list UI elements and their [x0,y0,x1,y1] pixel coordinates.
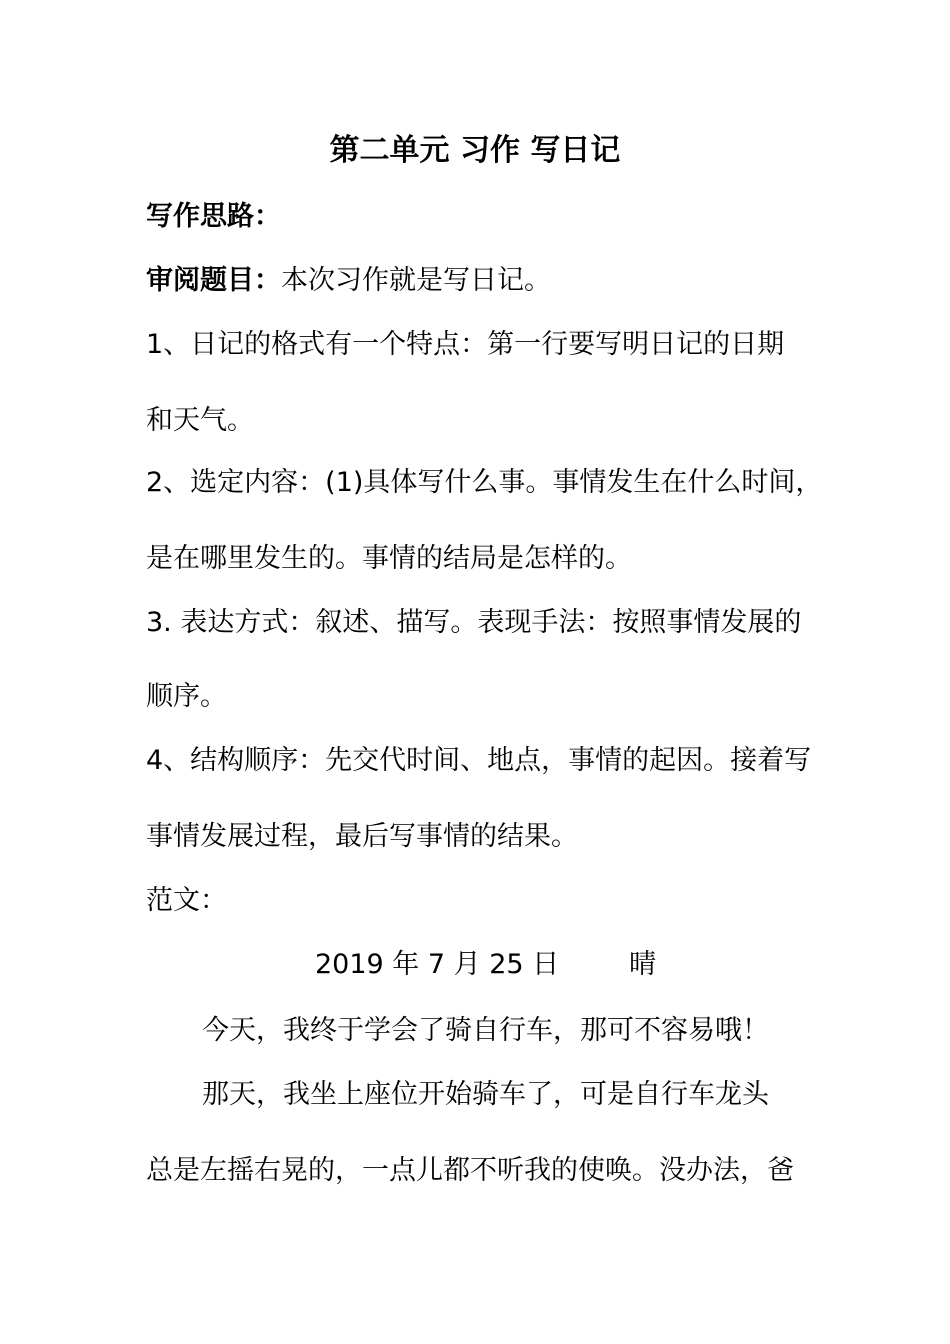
point-line: 2、选定内容：(1)具体写什么事。事情发生在什么时间， [146,467,823,498]
page-title: 第二单元 习作 写日记 [329,133,621,168]
example-label: 范文： [146,885,227,916]
diary-paragraph-line: 总是左摇右晃的，一点儿都不听我的使唤。没办法，爸 [146,1155,794,1186]
diary-date-line [315,948,656,982]
diary-weather: 晴 [629,949,657,980]
point-line: 顺序。 [146,681,227,712]
review-text: 本次习作就是写日记。 [281,265,551,296]
point-line: 4、结构顺序：先交代时间、地点，事情的起因。接着写 [146,745,812,776]
diary-date: 2019 年 7 月 25 日 [315,949,560,980]
point-line: 是在哪里发生的。事情的结局是怎样的。 [146,543,632,574]
review-label: 审阅题目： [146,265,281,296]
diary-paragraph-line: 今天，我终于学会了骑自行车，那可不容易哦！ [202,1015,769,1046]
section-heading: 写作思路： [146,201,281,232]
point-line: 1、日记的格式有一个特点：第一行要写明日记的日期 [146,329,785,360]
point-line: 和天气。 [146,405,254,436]
point-line: 事情发展过程，最后写事情的结果。 [146,821,578,852]
review-line [146,264,816,298]
diary-paragraph-line: 那天，我坐上座位开始骑车了，可是自行车龙头 [202,1079,769,1110]
point-line: 3. 表达方式：叙述、描写。表现手法：按照事情发展的 [146,607,802,638]
